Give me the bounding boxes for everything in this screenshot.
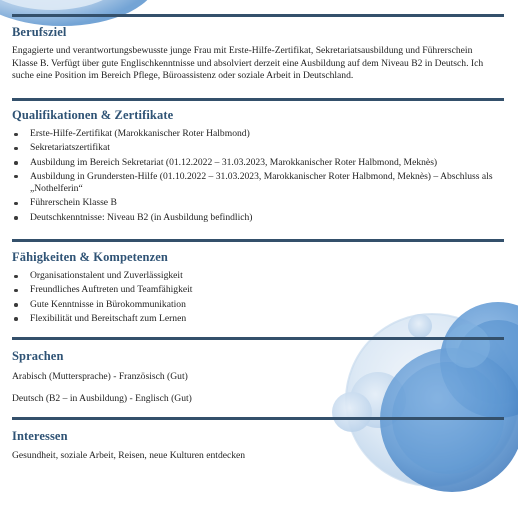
berufsziel-text: Engagierte und verantwortungsbewusste junge Frau mit Erste-Hilfe-Zertifikat, Sekretariatsausbildung und Führerschein Klasse B. Verfügt über gute Englischkenntnisse und absolviert derzeit eine Ausbildung auf dem Niveau B2 in Deutsch. Ich suche eine Position im Bereich Pflege, Büroassistenz oder soziale Arbeit in Deutschland. bbox=[12, 45, 484, 82]
section-divider bbox=[12, 14, 504, 17]
section-divider bbox=[12, 337, 504, 340]
list-item: Deutschkenntnisse: Niveau B2 (in Ausbildung befindlich) bbox=[12, 211, 502, 225]
section-divider bbox=[12, 98, 504, 101]
sprachen-line: Deutsch (B2 – in Ausbildung) - Englisch (Gut) bbox=[12, 393, 192, 404]
list-item: Sekretariatszertifikat bbox=[12, 141, 502, 155]
section-heading-sprachen: Sprachen bbox=[12, 349, 64, 363]
section-heading-berufsziel: Berufsziel bbox=[12, 25, 67, 39]
interessen-text: Gesundheit, soziale Arbeit, Reisen, neue Kulturen entdecken bbox=[12, 450, 246, 461]
section-divider bbox=[12, 239, 504, 242]
faehigkeiten-list bbox=[12, 269, 502, 326]
section-heading-interessen: Interessen bbox=[12, 429, 68, 443]
list-item: Führerschein Klasse B bbox=[12, 196, 502, 210]
list-item: Ausbildung in Grundersten-Hilfe (01.10.2022 – 31.03.2023, Marokkanischer Roter Halbmond, Meknès) – Abschluss als „Nothelferin“ bbox=[12, 170, 502, 197]
sprachen-line: Arabisch (Muttersprache) - Französisch (Gut) bbox=[12, 371, 188, 382]
section-heading-faehigkeiten: Fähigkeiten & Kompetenzen bbox=[12, 250, 168, 264]
list-item: Gute Kenntnisse in Bürokommunikation bbox=[12, 298, 502, 312]
section-heading-qualifikationen: Qualifikationen & Zertifikate bbox=[12, 108, 174, 122]
list-item: Flexibilität und Bereitschaft zum Lernen bbox=[12, 312, 502, 326]
list-item: Freundliches Auftreten und Teamfähigkeit bbox=[12, 283, 502, 297]
qualifikationen-list bbox=[12, 127, 502, 225]
list-item: Erste-Hilfe-Zertifikat (Marokkanischer Roter Halbmond) bbox=[12, 127, 502, 141]
section-divider bbox=[12, 417, 504, 420]
list-item: Organisationstalent und Zuverlässigkeit bbox=[12, 269, 502, 283]
list-item: Ausbildung im Bereich Sekretariat (01.12.2022 – 31.03.2023, Marokkanischer Roter Halbmond, Meknès) bbox=[12, 156, 502, 170]
